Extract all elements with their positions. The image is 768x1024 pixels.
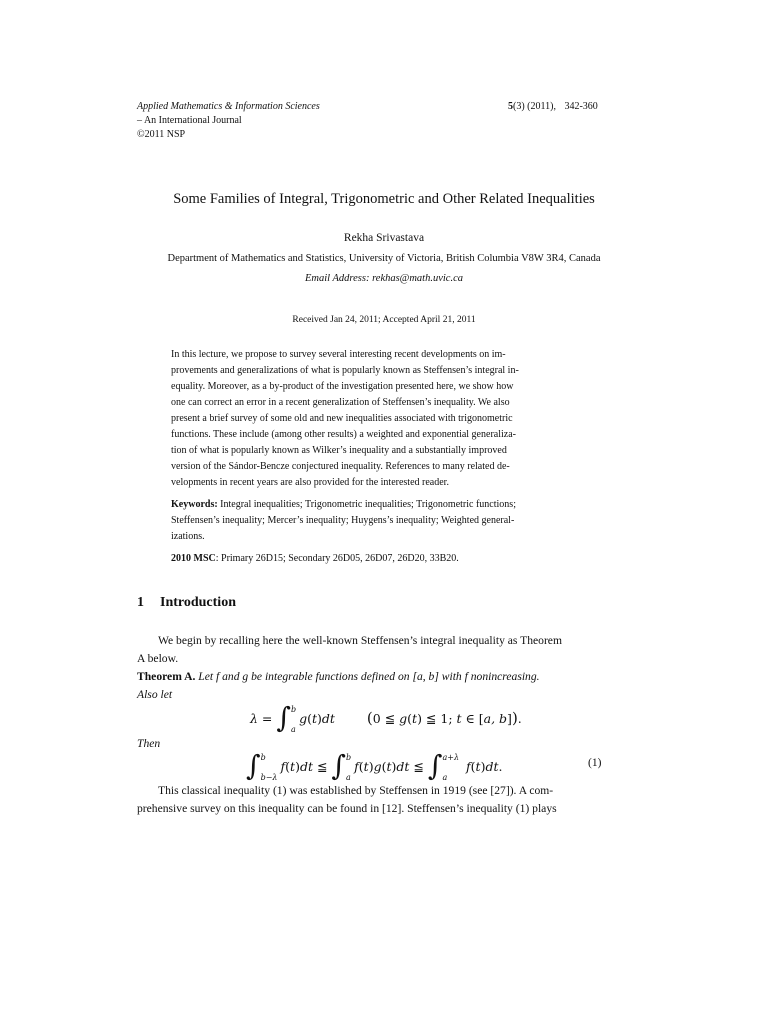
section-title: Introduction <box>160 595 236 610</box>
abstract-line: one can correct an error in a recent generalization of Steffensen’s inequality. We also <box>171 397 510 408</box>
keywords-line: izations. <box>171 531 205 542</box>
abstract-line: functions. These include (among other results) a weighted and exponential generaliza- <box>171 429 516 440</box>
paper-title: Some Families of Integral, Trigonometric and Other Related Inequalities <box>173 191 595 207</box>
page-range: 342-360 <box>564 101 598 112</box>
keywords-label: Keywords: <box>171 499 218 510</box>
intro-paragraph-line: We begin by recalling here the well-known Steffensen’s integral inequality as Theorem <box>158 634 562 647</box>
volume-info <box>508 100 598 114</box>
abstract <box>171 347 587 567</box>
author-name: Rekha Srivastava <box>343 232 425 244</box>
body-paragraph-line: prehensive survey on this inequality can be found in [12]. Steffensen’s inequality (1) plays <box>137 802 557 815</box>
affiliation: Department of Mathematics and Statistics, University of Victoria, British Columbia V8W 3R4, Canada <box>167 253 601 264</box>
abstract-line: present a brief survey of some old and new inequalities associated with trigonometric <box>171 413 513 424</box>
intro-paragraph-line: A below. <box>137 652 179 665</box>
email: Email Address: rekhas@math.uvic.ca <box>305 273 463 284</box>
abstract-line: provements and generalizations of what is popularly known as Steffensen’s integral in- <box>171 365 519 376</box>
msc-text: : Primary 26D15; Secondary 26D05, 26D07, 26D20, 33B20. <box>215 553 459 564</box>
abstract-line: velopments in recent years are also provided for the interested reader. <box>171 477 449 488</box>
section-number: 1 <box>137 595 144 610</box>
copyright: ©2011 NSP <box>137 129 186 140</box>
keywords-line: Steffensen’s inequality; Mercer’s inequality; Huygens’s inequality; Weighted general- <box>171 515 515 526</box>
body-paragraph-line: This classical inequality (1) was established by Steffensen in 1919 (see [27]). A com- <box>158 784 554 797</box>
section-heading <box>137 595 236 611</box>
theorem-statement <box>137 668 607 686</box>
steffensen-inequality: ∫ b b−λ f(t)dt ≦ ∫ b a f(t)g(t)dt ≦ ∫ a+λ a f(t)dt. <box>246 749 503 782</box>
equation-number: (1) <box>588 757 602 769</box>
issue-year: (3) (2011), <box>513 101 556 112</box>
lambda-equation: λ = ∫ b a g(t)dt (0 ≦ g(t) ≦ 1; t ∈ [a, b]). <box>250 701 522 734</box>
abstract-line: In this lecture, we propose to survey several interesting recent developments on im- <box>171 349 506 360</box>
theorem-text-line: Also let <box>137 688 173 701</box>
theorem-label: Theorem A. <box>137 670 196 683</box>
abstract-line: tion of what is popularly known as Wilker’s inequality and a substantially improved <box>171 445 507 456</box>
msc-label: 2010 MSC <box>171 553 216 564</box>
journal-subtitle: – An International Journal <box>137 115 242 126</box>
keywords <box>171 497 587 513</box>
theorem-text: Let f and g be integrable functions defined on [a, b] with f nonincreasing. <box>195 670 540 683</box>
received-dates: Received Jan 24, 2011; Accepted April 21, 2011 <box>292 315 476 325</box>
abstract-line: equality. Moreover, as a by-product of the investigation presented here, we show how <box>171 381 514 392</box>
keywords-text: Integral inequalities; Trigonometric inequalities; Trigonometric functions; <box>217 499 516 510</box>
journal-name: Applied Mathematics & Information Sciences <box>137 101 320 112</box>
abstract-line: version of the Sándor-Bencze conjectured inequality. References to many related de- <box>171 461 510 472</box>
msc-classification <box>171 551 587 567</box>
then-label: Then <box>137 737 161 750</box>
volume-number: 5 <box>508 101 513 112</box>
